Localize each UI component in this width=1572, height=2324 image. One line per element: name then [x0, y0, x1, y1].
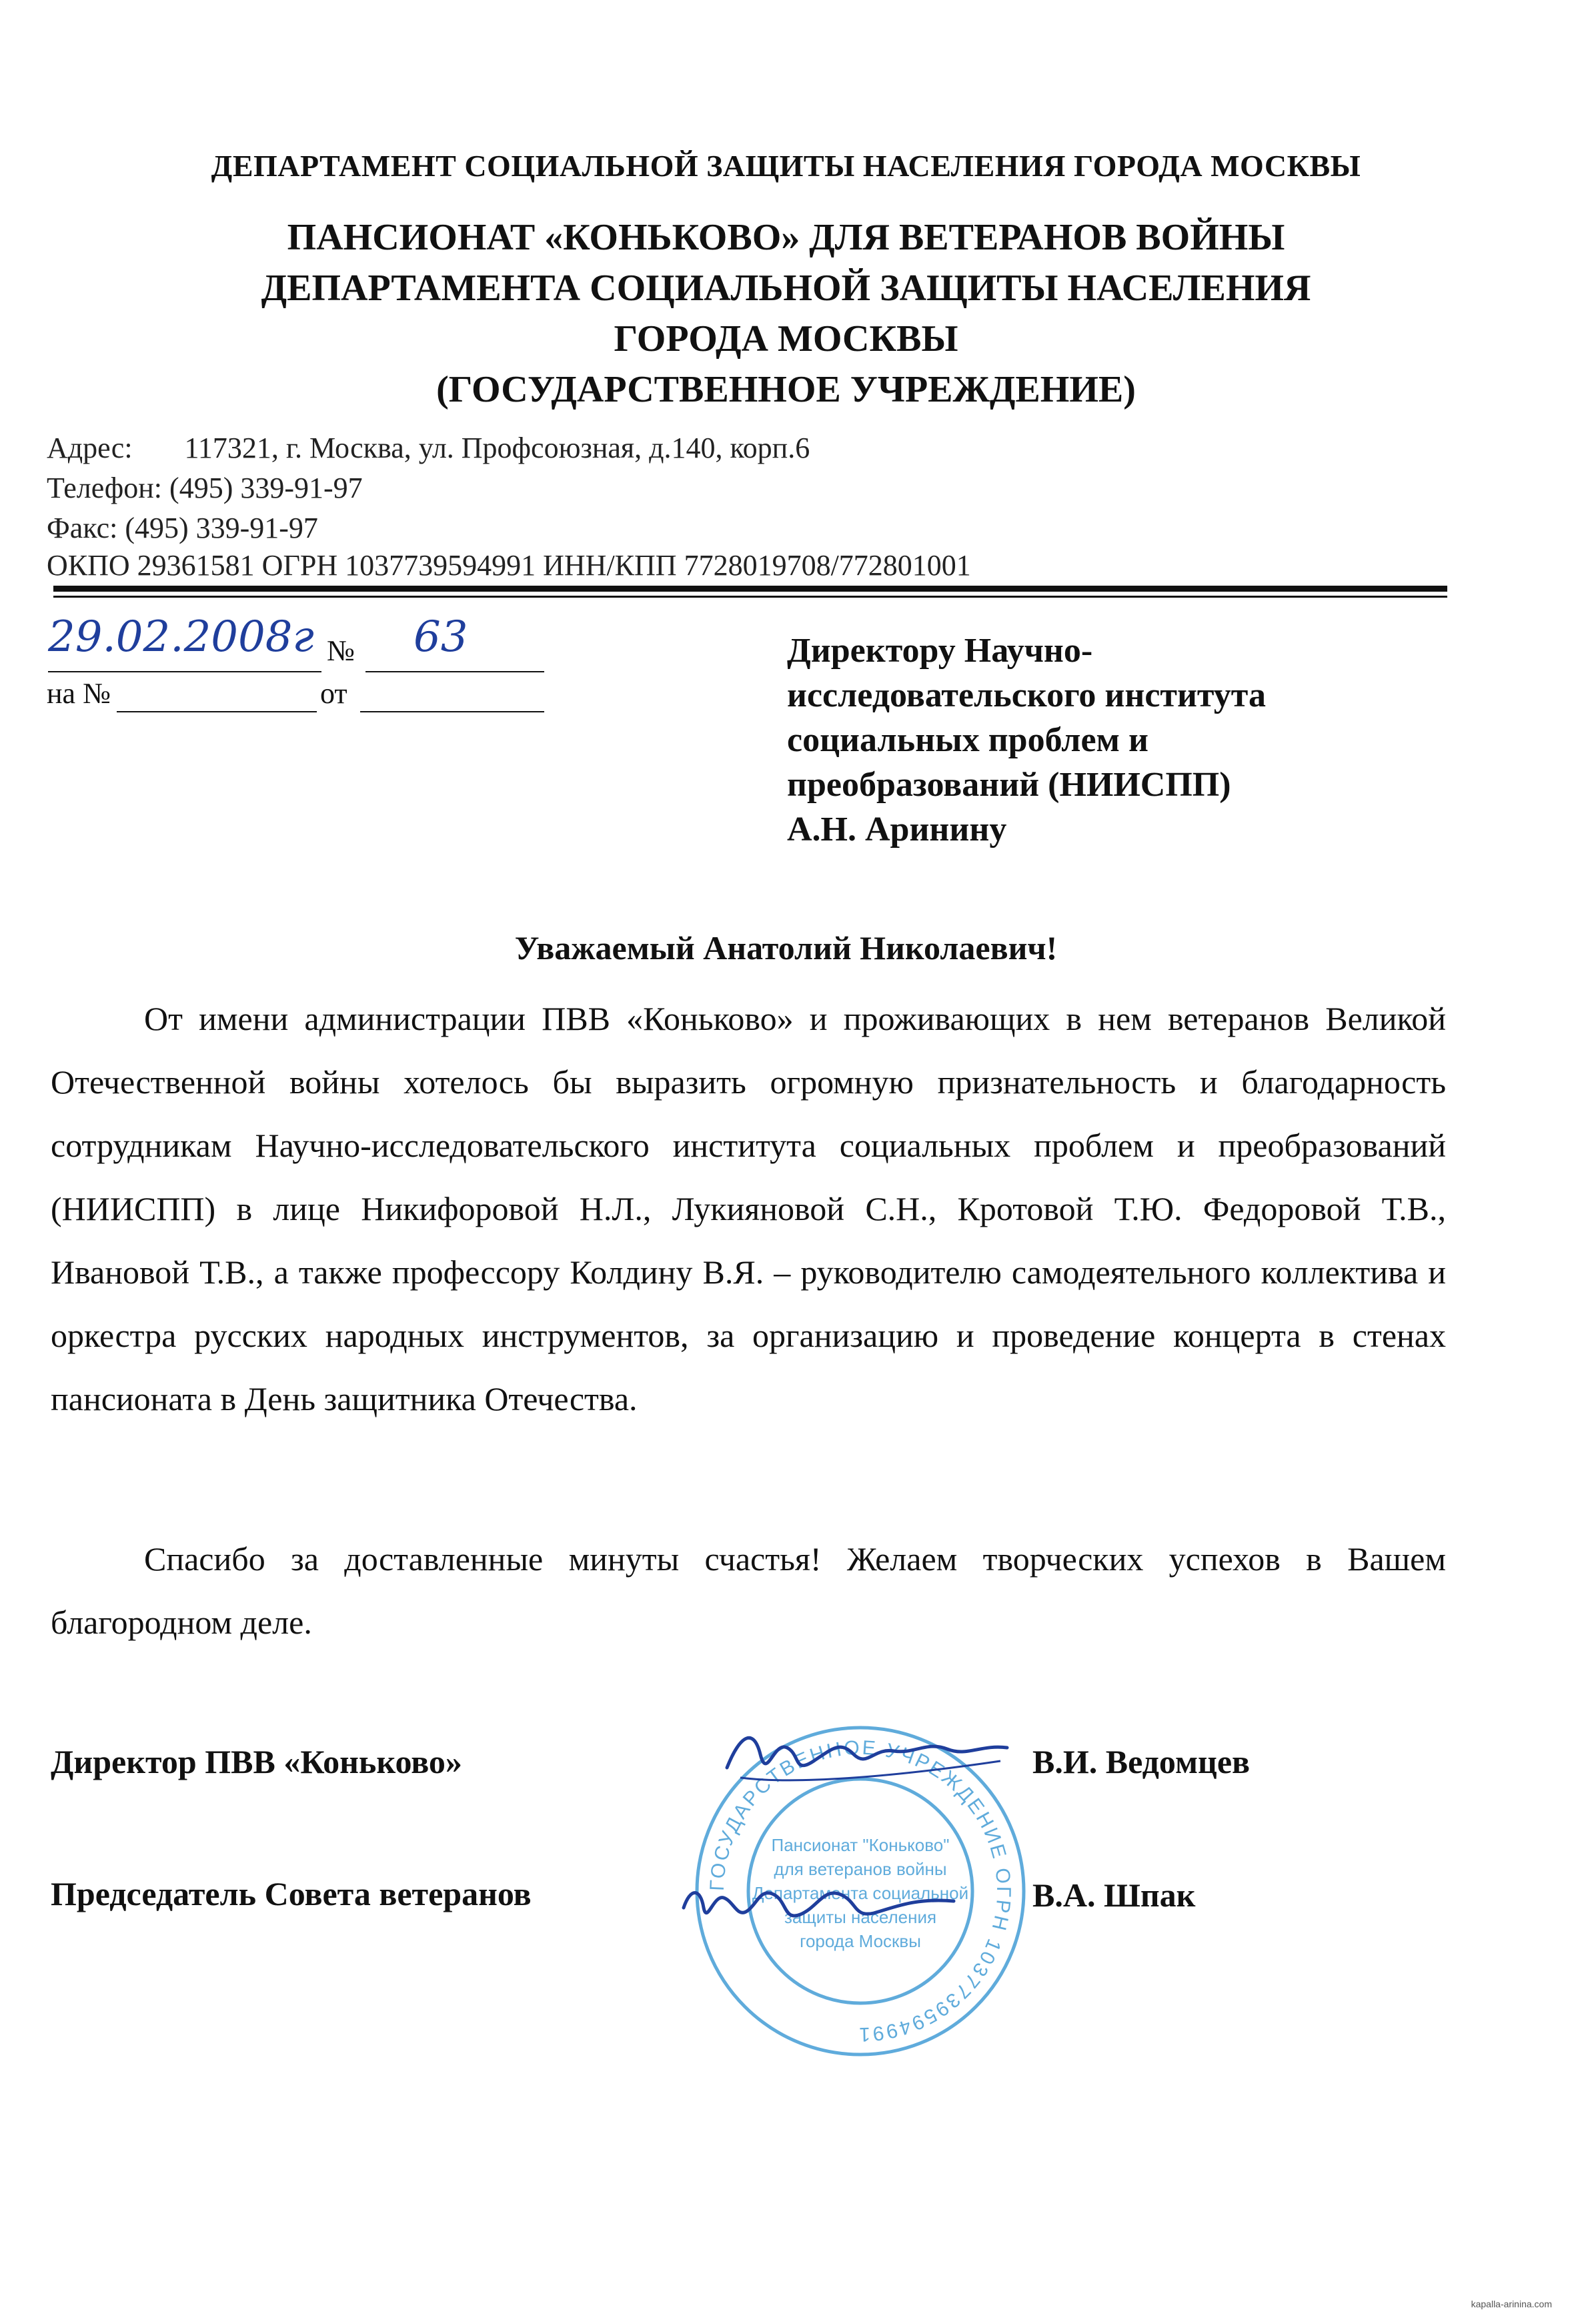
body-paragraph-1	[51, 987, 1446, 1431]
stamp-inner-line: Пансионат "Коньково"	[771, 1835, 950, 1855]
addressee-line: А.Н. Аринину	[787, 810, 1007, 848]
org-title-line-2: ДЕПАРТАМЕНТА СОЦИАЛЬНОЙ ЗАЩИТЫ НАСЕЛЕНИЯ	[261, 267, 1311, 309]
signatory-1-position: Директор ПВВ «Коньково»	[51, 1743, 462, 1780]
department-title: ДЕПАРТАМЕНТ СОЦИАЛЬНОЙ ЗАЩИТЫ НАСЕЛЕНИЯ ГОРОДА МОСКВЫ	[211, 149, 1361, 183]
org-title-line-4: (ГОСУДАРСТВЕННОЕ УЧРЕЖДЕНИЕ)	[436, 369, 1136, 410]
signatory-2-position: Председатель Совета ветеранов	[51, 1875, 532, 1912]
stamp-inner-line: Департамента социальной	[752, 1883, 969, 1903]
stamp-outer-text: ГОСУДАРСТВЕННОЕ УЧРЕЖДЕНИЕ ОГРН 1037739594991	[706, 1736, 1015, 2046]
header-divider-thin	[53, 596, 1447, 598]
handwritten-number: 63	[414, 612, 468, 662]
handwritten-signature-1	[714, 1714, 1034, 1801]
stamp-inner-line: города Москвы	[800, 1931, 921, 1951]
addressee-line: Директору Научно-	[787, 632, 1093, 670]
body-paragraph-2	[51, 1528, 1446, 1654]
org-title-line-3: ГОРОДА МОСКВЫ	[614, 318, 958, 360]
address-value: 117321, г. Москва, ул. Профсоюзная, д.140, корп.6	[184, 432, 810, 464]
number-underline	[365, 671, 544, 672]
watermark-text: kapalla-arinina.com	[1471, 2299, 1552, 2309]
reply-from-underline	[360, 711, 544, 712]
body-paragraph-2-text: Спасибо за доставленные минуты счастья! Желаем творческих успехов в Вашем благородном деле.	[51, 1540, 1446, 1641]
address-line	[47, 428, 810, 468]
body-paragraph-1-text: От имени администрации ПВВ «Коньково» и проживающих в нем ветеранов Великой Отечественной войны хотелось бы выразить огромную признательность и благодарность сотрудникам Научно-исследовательского института социальных проблем и преобразований (НИИСПП) в лице Никифоровой Н.Л., Лукияновой С.Н., Кротовой Т.Ю. Федоровой Т.В., Ивановой Т.В., а также профессору Колдину В.Я. – руководителю самодеятельного коллектива и оркестра русских народных инструментов, за организацию и проведение концерта в стенах пансионата в День защитника Отечества.	[51, 1000, 1446, 1417]
address-label: Адрес:	[47, 432, 133, 464]
addressee-line: преобразований (НИИСПП)	[787, 766, 1231, 804]
phone-line: Телефон: (495) 339-91-97	[47, 472, 363, 504]
addressee-block	[787, 628, 1427, 852]
signatory-2-name: В.А. Шпак	[1032, 1876, 1196, 1914]
salutation: Уважаемый Анатолий Николаевич!	[514, 929, 1058, 967]
stamp-inner-line: защиты населения	[784, 1907, 937, 1927]
reply-number-label: на №	[47, 677, 111, 710]
fax-line: Факс: (495) 339-91-97	[47, 512, 318, 544]
number-label: №	[327, 634, 355, 667]
reply-from-label: от	[320, 677, 347, 710]
addressee-line: социальных проблем и	[787, 721, 1148, 759]
addressee-line: исследовательского института	[787, 676, 1266, 714]
signatory-1-name: В.И. Ведомцев	[1032, 1743, 1251, 1780]
org-title-line-1: ПАНСИОНАТ «КОНЬКОВО» ДЛЯ ВЕТЕРАНОВ ВОЙНЫ	[287, 217, 1285, 258]
header-divider-thick	[53, 586, 1447, 592]
codes-line: ОКПО 29361581 ОГРН 1037739594991 ИНН/КПП 7728019708/772801001	[47, 549, 971, 582]
reply-number-underline	[117, 711, 317, 712]
date-underline	[48, 671, 321, 672]
handwritten-date: 29.02.2008г	[48, 612, 314, 662]
stamp-inner-line: для ветеранов войны	[774, 1859, 947, 1879]
handwritten-signature-2	[674, 1861, 980, 1948]
